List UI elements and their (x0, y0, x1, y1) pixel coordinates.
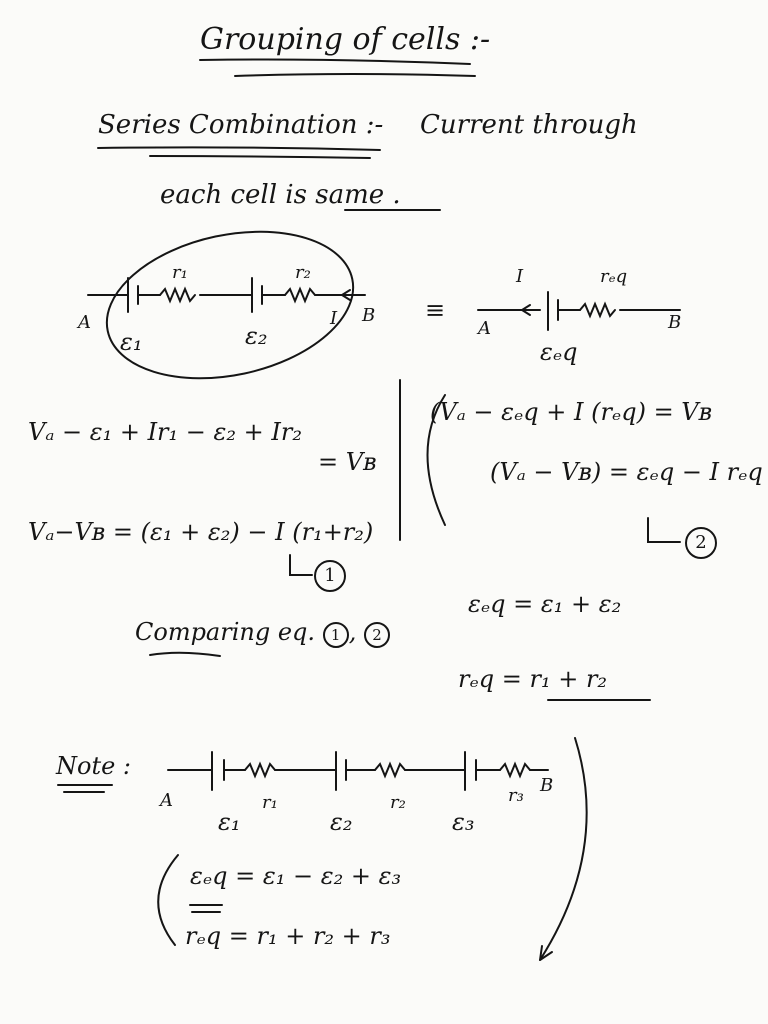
equation-left-2: Vₐ−Vʙ = (ε₁ + ε₂) − I (r₁+r₂) (28, 518, 374, 546)
comparing-line (135, 618, 390, 648)
tag-2-circle: 2 (685, 527, 717, 559)
ref-arrow-1 (290, 555, 312, 575)
circuit-2-current-label: I (516, 266, 524, 287)
note-paren (158, 855, 178, 945)
note-r2-label: r₂ (390, 792, 406, 813)
note-r3-label: r₃ (508, 785, 524, 806)
comparing-text: Comparing eq. (135, 618, 316, 646)
circuit-2-node-a: A (478, 318, 491, 339)
circuit-2-req-label: rₑq (600, 266, 628, 287)
note-arrow (540, 738, 587, 960)
comparing-sep: , (348, 618, 357, 646)
circuit-1-node-b: B (362, 305, 376, 326)
circuit-1-wire (88, 278, 365, 312)
page-title: Grouping of cells :- (200, 22, 491, 57)
series-heading: Series Combination :- (98, 110, 384, 140)
equation-right-1: (Vₐ − εₑq + I (rₑq) = Vʙ (430, 398, 713, 426)
circuit-1-r1-label: r₁ (172, 262, 188, 283)
comparing-underline (150, 653, 220, 656)
circuit-1-loop (93, 211, 367, 400)
comparing-ref-2: 2 (364, 622, 390, 648)
note-eq-underline (190, 905, 222, 912)
note-node-a: A (160, 790, 173, 811)
ref-arrow-2 (648, 518, 680, 542)
note-e2-label: ε₂ (330, 808, 353, 836)
series-underline-2 (150, 156, 370, 158)
title-underline-2 (235, 74, 475, 76)
note-label: Note : (56, 752, 132, 780)
circuit-1-r2-label: r₂ (295, 262, 311, 283)
result-eeq: εₑq = ε₁ + ε₂ (468, 590, 622, 618)
series-rule-line2: each cell is same . (160, 180, 401, 210)
note-r1-label: r₁ (262, 792, 278, 813)
note-e1-label: ε₁ (218, 808, 241, 836)
circuit-1-current-label: I (330, 308, 338, 329)
equation-left-1: Vₐ − ε₁ + Ir₁ − ε₂ + Ir₂ (28, 418, 302, 446)
comparing-ref-1: 1 (323, 622, 349, 648)
title-underline (200, 60, 470, 65)
equivalent-sign: ≡ (425, 296, 446, 324)
note-e3-label: ε₃ (452, 808, 475, 836)
tag-1-circle: 1 (314, 560, 346, 592)
note-circuit-wire (168, 752, 548, 790)
note-equation-1: εₑq = ε₁ − ε₂ + ε₃ (190, 862, 402, 890)
note-equation-2: rₑq = r₁ + r₂ + r₃ (185, 922, 391, 950)
result-req: rₑq = r₁ + r₂ (458, 665, 608, 693)
equation-left-1b: = Vʙ (318, 448, 377, 476)
equation-tag-2 (685, 527, 717, 559)
circuit-1-e1-label: ε₁ (120, 328, 143, 356)
equation-tag-1 (314, 560, 346, 592)
equation-right-2: (Vₐ − Vʙ) = εₑq − I rₑq (490, 458, 763, 486)
circuit-1-e2-label: ε₂ (245, 322, 268, 350)
series-rule-line1: Current through (420, 110, 638, 140)
note-node-b: B (540, 775, 554, 796)
circuit-2-eeq-label: εₑq (540, 338, 578, 366)
series-underline (98, 147, 380, 150)
circuit-2-wire (478, 292, 680, 330)
circuit-2-node-b: B (668, 312, 682, 333)
circuit-1-node-a: A (78, 312, 91, 333)
